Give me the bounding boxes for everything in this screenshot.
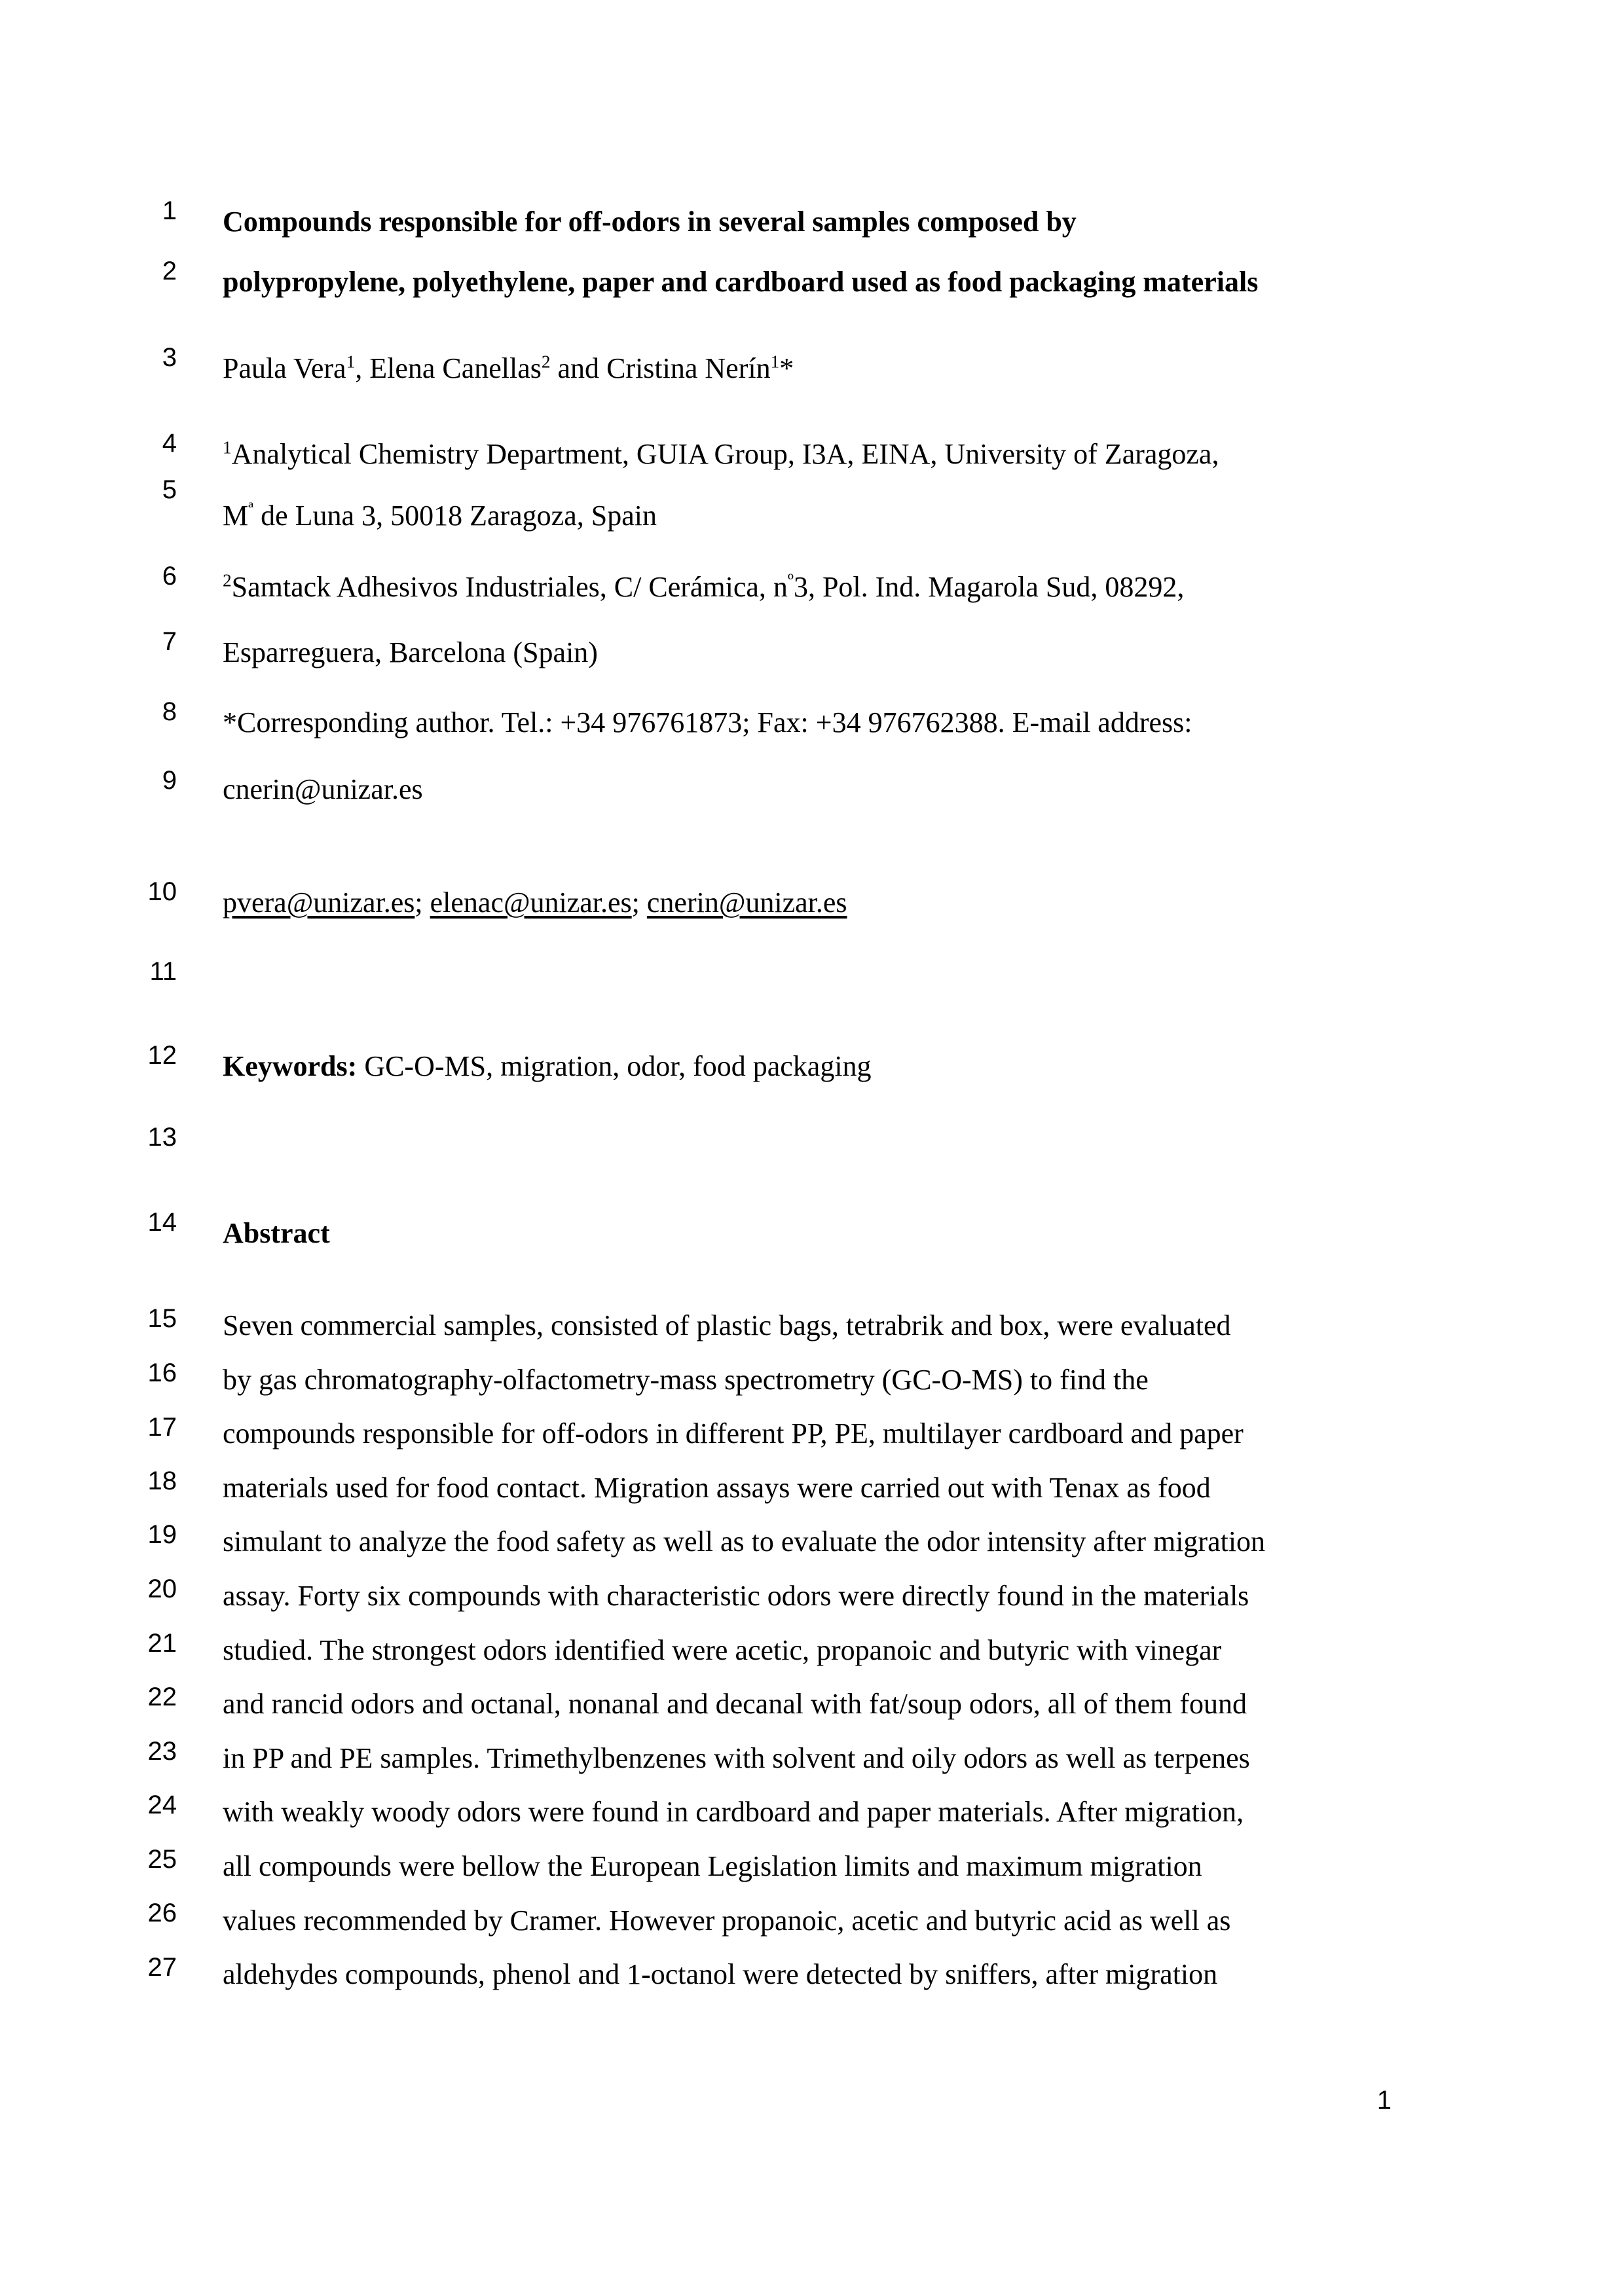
page-number: 1 bbox=[1376, 2086, 1392, 2115]
title-line-2: polypropylene, polyethylene, paper and cardboard used as food packaging materials bbox=[223, 266, 1259, 298]
line-number: 6 bbox=[162, 562, 177, 591]
keywords-line bbox=[223, 1036, 1395, 1097]
line-number: 10 bbox=[147, 877, 177, 906]
email-links-line bbox=[223, 872, 1395, 934]
abstract-heading-text: Abstract bbox=[223, 1217, 330, 1249]
author-list bbox=[223, 338, 1395, 399]
author-affiliation-marker-2: 2 bbox=[541, 352, 551, 372]
corresponding-author-asterisk: * bbox=[779, 352, 794, 384]
affiliation-2-text-pre: Samtack Adhesivos Industriales, C/ Cerámica, n bbox=[231, 571, 788, 603]
keywords-label: Keywords: bbox=[223, 1050, 358, 1082]
line-number: 1 bbox=[162, 196, 177, 225]
line-number: 26 bbox=[147, 1899, 177, 1927]
affiliation-2-line-2: Esparreguera, Barcelona (Spain) bbox=[223, 636, 598, 668]
line-number: 11 bbox=[149, 957, 177, 986]
affiliation-1-line-1 bbox=[223, 424, 1395, 485]
abstract-line: and rancid odors and octanal, nonanal and decanal with fat/soup odors, all of them found bbox=[223, 1688, 1247, 1721]
correspondence-line-1: *Corresponding author. Tel.: +34 976761873; Fax: +34 976762388. E-mail address: bbox=[223, 706, 1192, 738]
affiliation-1 bbox=[223, 424, 1395, 547]
abstract-line: simulant to analyze the food safety as well as to evaluate the odor intensity after migration bbox=[223, 1525, 1266, 1558]
blank-line-11 bbox=[223, 952, 1395, 1013]
line-number: 9 bbox=[162, 766, 177, 795]
abstract-line: materials used for food contact. Migration assays were carried out with Tenax as food bbox=[223, 1471, 1211, 1504]
affiliation-2-line-1 bbox=[223, 556, 1395, 618]
abstract-line: Seven commercial samples, consisted of plastic bags, tetrabrik and box, were evaluated bbox=[223, 1309, 1231, 1341]
author-separator-2: and bbox=[550, 352, 607, 384]
line-number: 21 bbox=[147, 1629, 177, 1658]
abstract-line: all compounds were bellow the European Legislation limits and maximum migration bbox=[223, 1850, 1202, 1882]
author-affiliation-marker-1: 1 bbox=[346, 352, 356, 372]
ordinal-indicator-masculine: º bbox=[787, 570, 794, 591]
affiliation-1-street-post: de Luna 3, 50018 Zaragoza, Spain bbox=[253, 500, 657, 532]
abstract-line: studied. The strongest odors identified were acetic, propanoic and butyric with vinegar bbox=[223, 1633, 1222, 1666]
line-number: 4 bbox=[162, 429, 177, 458]
email-separator-1: ; bbox=[415, 886, 430, 919]
line-number: 23 bbox=[147, 1737, 177, 1766]
line-number-gutter bbox=[0, 0, 223, 2296]
line-number: 7 bbox=[162, 627, 177, 656]
author-separator-1: , bbox=[355, 352, 370, 384]
abstract-line: values recommended by Cramer. However propanoic, acetic and butyric acid as well as bbox=[223, 1904, 1231, 1937]
page-title bbox=[223, 191, 1395, 313]
abstract-line: with weakly woody odors were found in cardboard and paper materials. After migration, bbox=[223, 1796, 1244, 1829]
line-number: 18 bbox=[147, 1467, 177, 1495]
abstract-line: compounds responsible for off-odors in different PP, PE, multilayer cardboard and paper bbox=[223, 1417, 1244, 1450]
line-number: 13 bbox=[147, 1123, 177, 1152]
email-link-pvera[interactable]: pvera@unizar.es bbox=[223, 886, 415, 919]
author-name-3: Cristina Nerín bbox=[606, 352, 771, 384]
title-line-1: Compounds responsible for off-odors in several samples composed by bbox=[223, 206, 1077, 238]
affiliation-2-text-post: 3, Pol. Ind. Magarola Sud, 08292, bbox=[793, 571, 1185, 603]
line-number: 2 bbox=[162, 257, 177, 285]
affiliation-marker-1: 1 bbox=[223, 437, 232, 458]
affiliation-1-text: Analytical Chemistry Department, GUIA Group, I3A, EINA, University of Zaragoza, bbox=[231, 438, 1219, 470]
line-number: 17 bbox=[147, 1413, 177, 1442]
authors-line bbox=[223, 338, 1395, 399]
author-name-2: Elena Canellas bbox=[369, 352, 542, 384]
line-number: 19 bbox=[147, 1520, 177, 1549]
line-number: 3 bbox=[162, 343, 177, 372]
keywords-section bbox=[223, 1036, 1395, 1097]
line-number: 15 bbox=[147, 1304, 177, 1333]
author-affiliation-marker-3: 1 bbox=[770, 352, 780, 372]
correspondence-email: cnerin@unizar.es bbox=[223, 773, 423, 805]
affiliation-marker-2: 2 bbox=[223, 570, 232, 591]
abstract-line: in PP and PE samples. Trimethylbenzenes with solvent and oily odors as well as terpenes bbox=[223, 1741, 1250, 1774]
author-email-links bbox=[223, 872, 1395, 934]
keywords-value: GC-O-MS, migration, odor, food packaging bbox=[357, 1050, 872, 1082]
email-separator-2: ; bbox=[631, 886, 647, 919]
line-number: 8 bbox=[162, 697, 177, 726]
line-number: 16 bbox=[147, 1358, 177, 1387]
line-number: 5 bbox=[162, 475, 177, 504]
abstract-heading bbox=[223, 1203, 1395, 1264]
email-link-cnerin[interactable]: cnerin@unizar.es bbox=[646, 886, 847, 919]
blank-line-13 bbox=[223, 1118, 1395, 1179]
affiliation-2 bbox=[223, 556, 1395, 683]
line-number: 25 bbox=[147, 1845, 177, 1874]
line-number: 27 bbox=[147, 1953, 177, 1982]
email-link-elenac[interactable]: elenac@unizar.es bbox=[430, 886, 632, 919]
ordinal-indicator-feminine: ª bbox=[248, 498, 254, 520]
abstract-line: by gas chromatography-olfactometry-mass spectrometry (GC-O-MS) to find the bbox=[223, 1363, 1149, 1396]
line-number: 22 bbox=[147, 1683, 177, 1711]
affiliation-1-line-2 bbox=[223, 485, 1395, 547]
line-number: 20 bbox=[147, 1575, 177, 1603]
author-name-1: Paula Vera bbox=[223, 352, 346, 384]
line-number: 24 bbox=[147, 1791, 177, 1819]
affiliation-1-street-pre: M bbox=[223, 500, 249, 532]
corresponding-author-note bbox=[223, 692, 1395, 820]
line-number: 14 bbox=[147, 1208, 177, 1237]
abstract-line: assay. Forty six compounds with characteristic odors were directly found in the materials bbox=[223, 1579, 1249, 1612]
abstract-line: aldehydes compounds, phenol and 1-octanol were detected by sniffers, after migration bbox=[223, 1958, 1218, 1991]
line-number: 12 bbox=[147, 1041, 177, 1070]
abstract-body bbox=[223, 1299, 1395, 2002]
